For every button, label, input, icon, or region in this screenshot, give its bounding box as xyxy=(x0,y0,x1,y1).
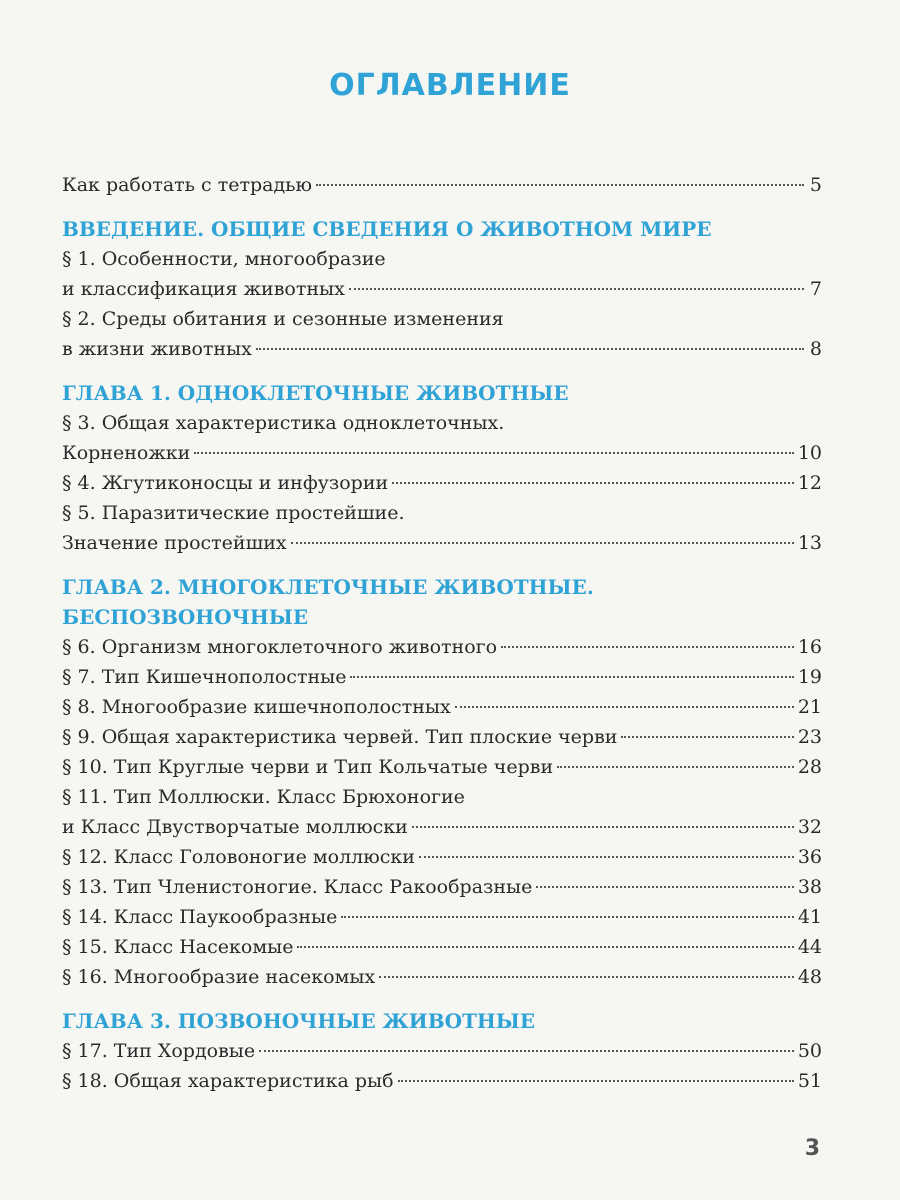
dot-leader xyxy=(557,765,794,768)
toc-entry-text: и классификация животных xyxy=(62,278,345,300)
toc-entry-text: § 4. Жгутиконосцы и инфузории xyxy=(62,472,389,494)
dot-leader xyxy=(341,915,793,918)
toc-entry-text: и Класс Двустворчатые моллюски xyxy=(62,816,408,838)
dot-leader xyxy=(392,481,794,484)
toc-entry[interactable] xyxy=(62,528,822,558)
toc-page-number: 44 xyxy=(797,936,822,958)
toc-page-number: 51 xyxy=(797,1070,822,1092)
toc-page-number: 8 xyxy=(809,338,822,360)
toc-page-number: 28 xyxy=(797,756,822,778)
toc-entry-text: Как работать с тетрадью xyxy=(62,174,313,196)
dot-leader xyxy=(194,451,793,454)
toc-entry[interactable] xyxy=(62,752,822,782)
dot-leader xyxy=(501,645,794,648)
toc-page-number: 38 xyxy=(797,876,822,898)
toc-entry[interactable] xyxy=(62,872,822,902)
toc-entry[interactable] xyxy=(62,244,822,274)
toc-entry-text: § 18. Общая характеристика рыб xyxy=(62,1070,394,1092)
page-title: ОГЛАВЛЕНИЕ xyxy=(329,68,571,103)
toc-entry[interactable] xyxy=(62,438,822,468)
toc-entry-text: Значение простейших xyxy=(62,532,287,554)
toc-entry-text: § 6. Организм многоклеточного животного xyxy=(62,636,498,658)
dot-leader xyxy=(259,1049,794,1052)
dot-leader xyxy=(412,825,794,828)
toc-entry[interactable] xyxy=(62,782,822,812)
toc-entry[interactable] xyxy=(62,932,822,962)
toc-entry-intro[interactable] xyxy=(62,170,822,200)
toc-entry-text: § 3. Общая характеристика одноклеточных. xyxy=(62,412,505,434)
toc-page-number: 50 xyxy=(797,1040,822,1062)
toc-entry[interactable] xyxy=(62,902,822,932)
section-spacer xyxy=(62,992,822,1006)
dot-leader xyxy=(379,975,794,978)
dot-leader xyxy=(419,855,794,858)
toc-entry[interactable] xyxy=(62,1066,822,1096)
toc-entry[interactable] xyxy=(62,692,822,722)
toc-page-number: 12 xyxy=(797,472,822,494)
page-number: 3 xyxy=(804,1136,820,1161)
toc-entry-text: § 8. Многообразие кишечнополостных xyxy=(62,696,451,718)
toc-entry[interactable] xyxy=(62,334,822,364)
toc-page-number: 13 xyxy=(797,532,822,554)
toc-entry-text: § 1. Особенности, многообразие xyxy=(62,248,386,270)
toc-entry[interactable] xyxy=(62,662,822,692)
section-heading[interactable]: ГЛАВА 1. ОДНОКЛЕТОЧНЫЕ ЖИВОТНЫЕ xyxy=(62,381,569,405)
toc-page-number: 36 xyxy=(797,846,822,868)
toc-entry-text: § 5. Паразитические простейшие. xyxy=(62,502,405,524)
toc-page-number: 48 xyxy=(797,966,822,988)
toc-entry[interactable] xyxy=(62,1036,822,1066)
section-spacer xyxy=(62,200,822,214)
dot-leader xyxy=(621,735,793,738)
toc-entry[interactable] xyxy=(62,962,822,992)
dot-leader xyxy=(536,885,793,888)
toc-entry[interactable] xyxy=(62,304,822,334)
section-heading[interactable]: ВВЕДЕНИЕ. ОБЩИЕ СВЕДЕНИЯ О ЖИВОТНОМ МИРЕ xyxy=(62,217,712,241)
dot-leader xyxy=(291,541,794,544)
toc-entry-text: § 7. Тип Кишечнополостные xyxy=(62,666,347,688)
toc-page-number: 32 xyxy=(797,816,822,838)
toc-entry[interactable] xyxy=(62,812,822,842)
toc-entry-text: § 10. Тип Круглые черви и Тип Кольчатые черви xyxy=(62,756,554,778)
toc-entry-text: § 16. Многообразие насекомых xyxy=(62,966,376,988)
toc-entry[interactable] xyxy=(62,632,822,662)
toc-entry-text: Корненожки xyxy=(62,442,191,464)
toc-page-number: 21 xyxy=(797,696,822,718)
toc-page-number: 41 xyxy=(797,906,822,928)
toc-entry[interactable] xyxy=(62,468,822,498)
toc-entry[interactable] xyxy=(62,842,822,872)
toc-entry-text: § 13. Тип Членистоногие. Класс Ракообразные xyxy=(62,876,533,898)
section-spacer xyxy=(62,364,822,378)
dot-leader xyxy=(398,1079,794,1082)
toc-entry-text: § 9. Общая характеристика червей. Тип плоские черви xyxy=(62,726,618,748)
dot-leader xyxy=(455,705,794,708)
toc-entry[interactable] xyxy=(62,408,822,438)
toc-entry-text: § 12. Класс Головоногие моллюски xyxy=(62,846,415,868)
section-heading[interactable]: БЕСПОЗВОНОЧНЫЕ xyxy=(62,605,309,629)
dot-leader xyxy=(316,183,804,186)
toc-entry-text: в жизни животных xyxy=(62,338,252,360)
section-spacer xyxy=(62,558,822,572)
toc-entry-text: § 17. Тип Хордовые xyxy=(62,1040,256,1062)
toc-entry-text: § 15. Класс Насекомые xyxy=(62,936,294,958)
section-heading[interactable]: ГЛАВА 2. МНОГОКЛЕТОЧНЫЕ ЖИВОТНЫЕ. xyxy=(62,575,594,599)
toc-entry[interactable] xyxy=(62,722,822,752)
toc-page-number: 19 xyxy=(797,666,822,688)
toc-entry-text: § 2. Среды обитания и сезонные изменения xyxy=(62,308,504,330)
dot-leader xyxy=(349,287,804,290)
toc-entry-text: § 11. Тип Моллюски. Класс Брюхоногие xyxy=(62,786,465,808)
toc-page-number: 7 xyxy=(809,278,822,300)
section-heading[interactable]: ГЛАВА 3. ПОЗВОНОЧНЫЕ ЖИВОТНЫЕ xyxy=(62,1009,536,1033)
toc-page-number: 16 xyxy=(797,636,822,658)
toc-entry[interactable] xyxy=(62,498,822,528)
dot-leader xyxy=(297,945,793,948)
toc-page-number: 10 xyxy=(797,442,822,464)
dot-leader xyxy=(256,347,804,350)
dot-leader xyxy=(350,675,793,678)
toc-page-number: 23 xyxy=(797,726,822,748)
toc-entry[interactable] xyxy=(62,274,822,304)
toc-page-number: 5 xyxy=(809,174,822,196)
toc-entry-text: § 14. Класс Паукообразные xyxy=(62,906,338,928)
table-of-contents xyxy=(62,170,822,1096)
